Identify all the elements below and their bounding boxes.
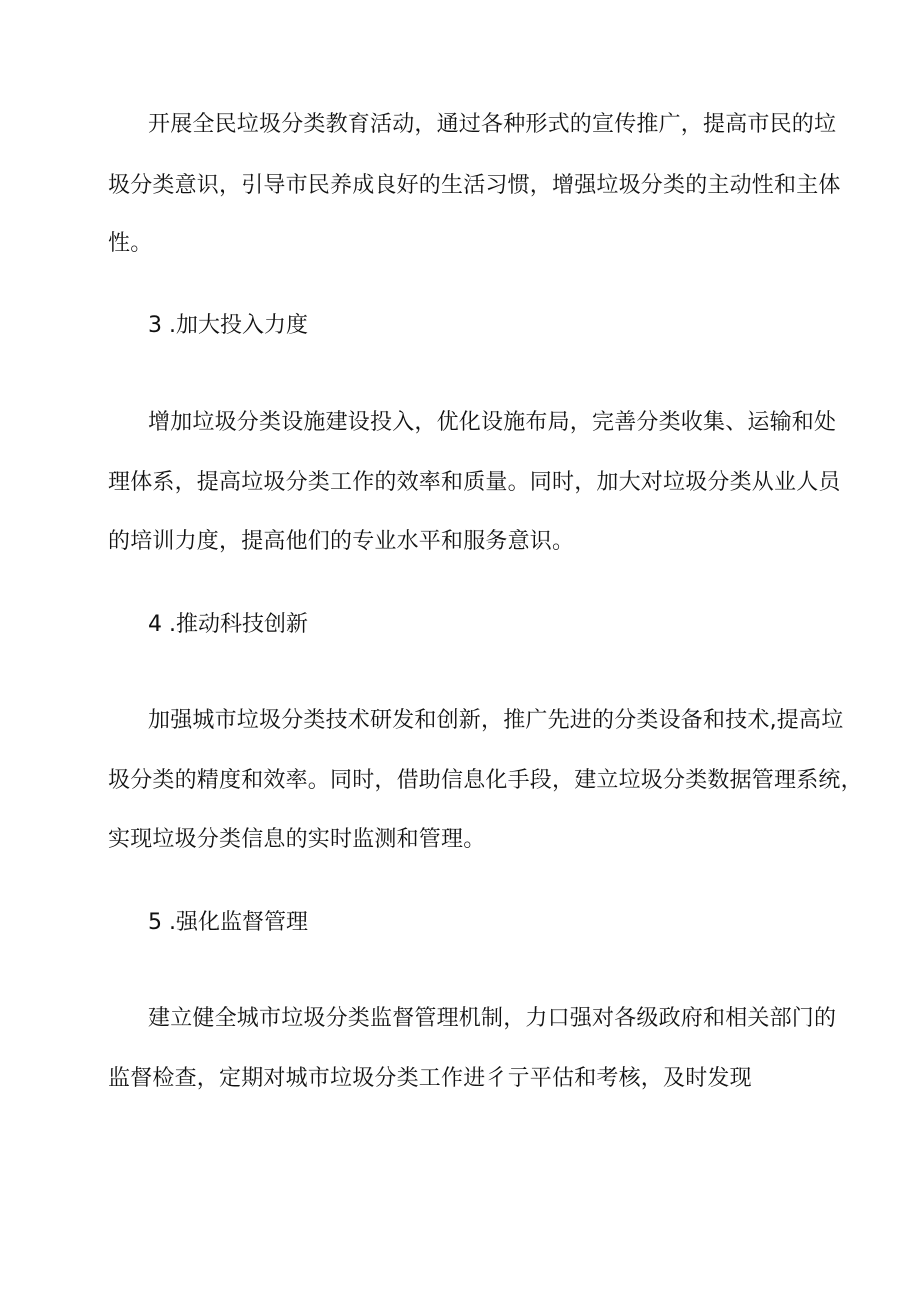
paragraph-line: 增加垃圾分类设施建设投入，优化设施布局，完善分类收集、运输和处 bbox=[148, 410, 837, 435]
paragraph-line: 理体系，提高垃圾分类工作的效率和质量。同时，加大对垃圾分类从业人员 bbox=[108, 470, 841, 495]
paragraph-line: 开展全民垃圾分类教育活动，通过各种形式的宣传推广，提高市民的垃 bbox=[148, 112, 837, 137]
paragraph-line: 实现垃圾分类信息的实时监测和管理。 bbox=[108, 827, 486, 852]
paragraph-line: 加强城市垃圾分类技术研发和创新，推广先进的分类设备和技术,提高垃 bbox=[148, 708, 844, 733]
paragraph-line: 监督检查，定期对城市垃圾分类工作进彳亍平估和考核，及时发现 bbox=[108, 1066, 752, 1091]
paragraph-line: 建立健全城市垃圾分类监督管理机制，力口强对各级政府和相关部门的 bbox=[148, 1006, 837, 1031]
paragraph-line: 圾分类的精度和效率。同时，借助信息化手段，建立垃圾分类数据管理系统， bbox=[108, 768, 863, 793]
paragraph-line: 圾分类意识，引导市民养成良好的生活习惯，增强垃圾分类的主动性和主体 bbox=[108, 173, 841, 198]
section-heading: 4 .推动科技创新 bbox=[148, 612, 308, 637]
section-heading: 3 .加大投入力度 bbox=[148, 313, 308, 338]
section-heading: 5 .强化监督管理 bbox=[148, 910, 308, 935]
paragraph-line: 的培训力度，提高他们的专业水平和服务意识。 bbox=[108, 529, 575, 554]
paragraph-line: 性。 bbox=[108, 231, 153, 256]
